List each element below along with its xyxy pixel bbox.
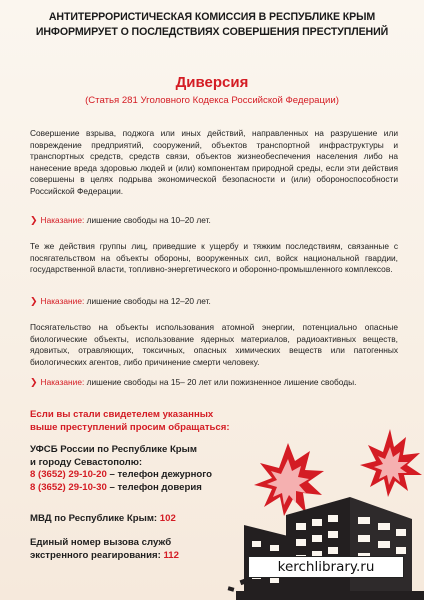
building-icon: [286, 497, 412, 600]
penalty-label: Наказание:: [40, 215, 85, 225]
phone-duty: [30, 469, 250, 482]
section-3-text: Посягательство на объекты использования атомной энергии, потенциально опасные биологические объекты, использование ядерных материалов, радиоактивных веществ, ядовитых, отравляющих, токсичных, опасных химических веществ или патогенных биологических агентов, либо причинение смерти человеку.: [30, 322, 398, 367]
penalty-text: лишение свободы на 12–20 лет.: [86, 296, 211, 306]
phone-description: – телефон дежурного: [106, 469, 212, 481]
phone-number: 8 (3652) 29-10-20: [30, 469, 107, 481]
phone-description: – телефон доверия: [106, 481, 202, 493]
witness-line-1: Если вы стали свидетелем указанных: [30, 409, 214, 420]
header-line-1: АНТИТЕРРОРИСТИЧЕСКАЯ КОМИССИЯ В РЕСПУБЛИКЕ КРЫМ: [48, 11, 376, 23]
section-1-penalty: [30, 215, 400, 226]
header: [0, 10, 424, 40]
mvd-contact: [30, 513, 250, 526]
chevron-right-icon: ❯: [30, 377, 38, 387]
emergency-contact: [30, 537, 250, 562]
witness-line-2: выше преступлений просим обращаться:: [30, 422, 230, 433]
fsb-line-2: и городу Севастополю:: [30, 456, 143, 468]
penalty-text: лишение свободы на 15– 20 лет или пожизненное лишение свободы.: [86, 377, 357, 387]
fsb-contacts: [30, 444, 250, 494]
mvd-number: 102: [159, 513, 176, 524]
witness-heading: [30, 408, 230, 434]
fsb-line-1: УФСБ России по Республике Крым: [30, 444, 197, 455]
emergency-label: экстренного реагирования:: [30, 549, 164, 561]
penalty-label: Наказание:: [40, 377, 85, 387]
section-2-penalty: [30, 296, 400, 307]
section-2-text: Те же действия группы лиц, приведшие к ущербу и тяжким последствиям, связанные с посягательством на объекты обороны, вооруженных сил, войск национальной гвардии, государственной власти, топливно-энергетического и оборонно-промышленного комплексов.: [30, 241, 398, 275]
chevron-right-icon: ❯: [30, 296, 38, 306]
phone-trust: [30, 482, 250, 495]
penalty-label: Наказание:: [40, 296, 85, 306]
penalty-text: лишение свободы на 10–20 лет.: [86, 215, 211, 225]
page-title: Диверсия: [175, 74, 249, 91]
emergency-line-1: Единый номер вызова служб: [30, 537, 172, 548]
header-line-2: ИНФОРМИРУЕТ О ПОСЛЕДСТВИЯХ СОВЕРШЕНИЯ ПРЕСТУПЛЕНИЙ: [35, 26, 389, 38]
emergency-number: 112: [163, 549, 179, 561]
mvd-label: МВД по Республике Крым:: [30, 513, 160, 524]
phone-number: 8 (3652) 29-10-30: [30, 481, 107, 493]
section-1-text: Совершение взрыва, поджога или иных действий, направленных на разрушение или повреждение предприятий, сооружений, объектов транспортной инфраструктуры и транспортных средств, средств связи, объектов жизнеобеспечения населения либо на нанесение вреда здоровью людей и (или) компонентам природной среды, если эти действия совершены в целях подрыва экономической безопасности и (или) обороноспособности Российской Федерации.: [30, 128, 398, 196]
explosion-icon: [360, 429, 422, 497]
chevron-right-icon: ❯: [30, 215, 38, 225]
explosion-icon: [254, 443, 324, 516]
emergency-line-2: [30, 550, 250, 563]
website-label: kerchlibrary.ru: [248, 556, 404, 578]
section-3-penalty: [30, 377, 400, 388]
page-subtitle: (Статья 281 Уголовного Кодекса Российской Федерации): [85, 95, 339, 106]
